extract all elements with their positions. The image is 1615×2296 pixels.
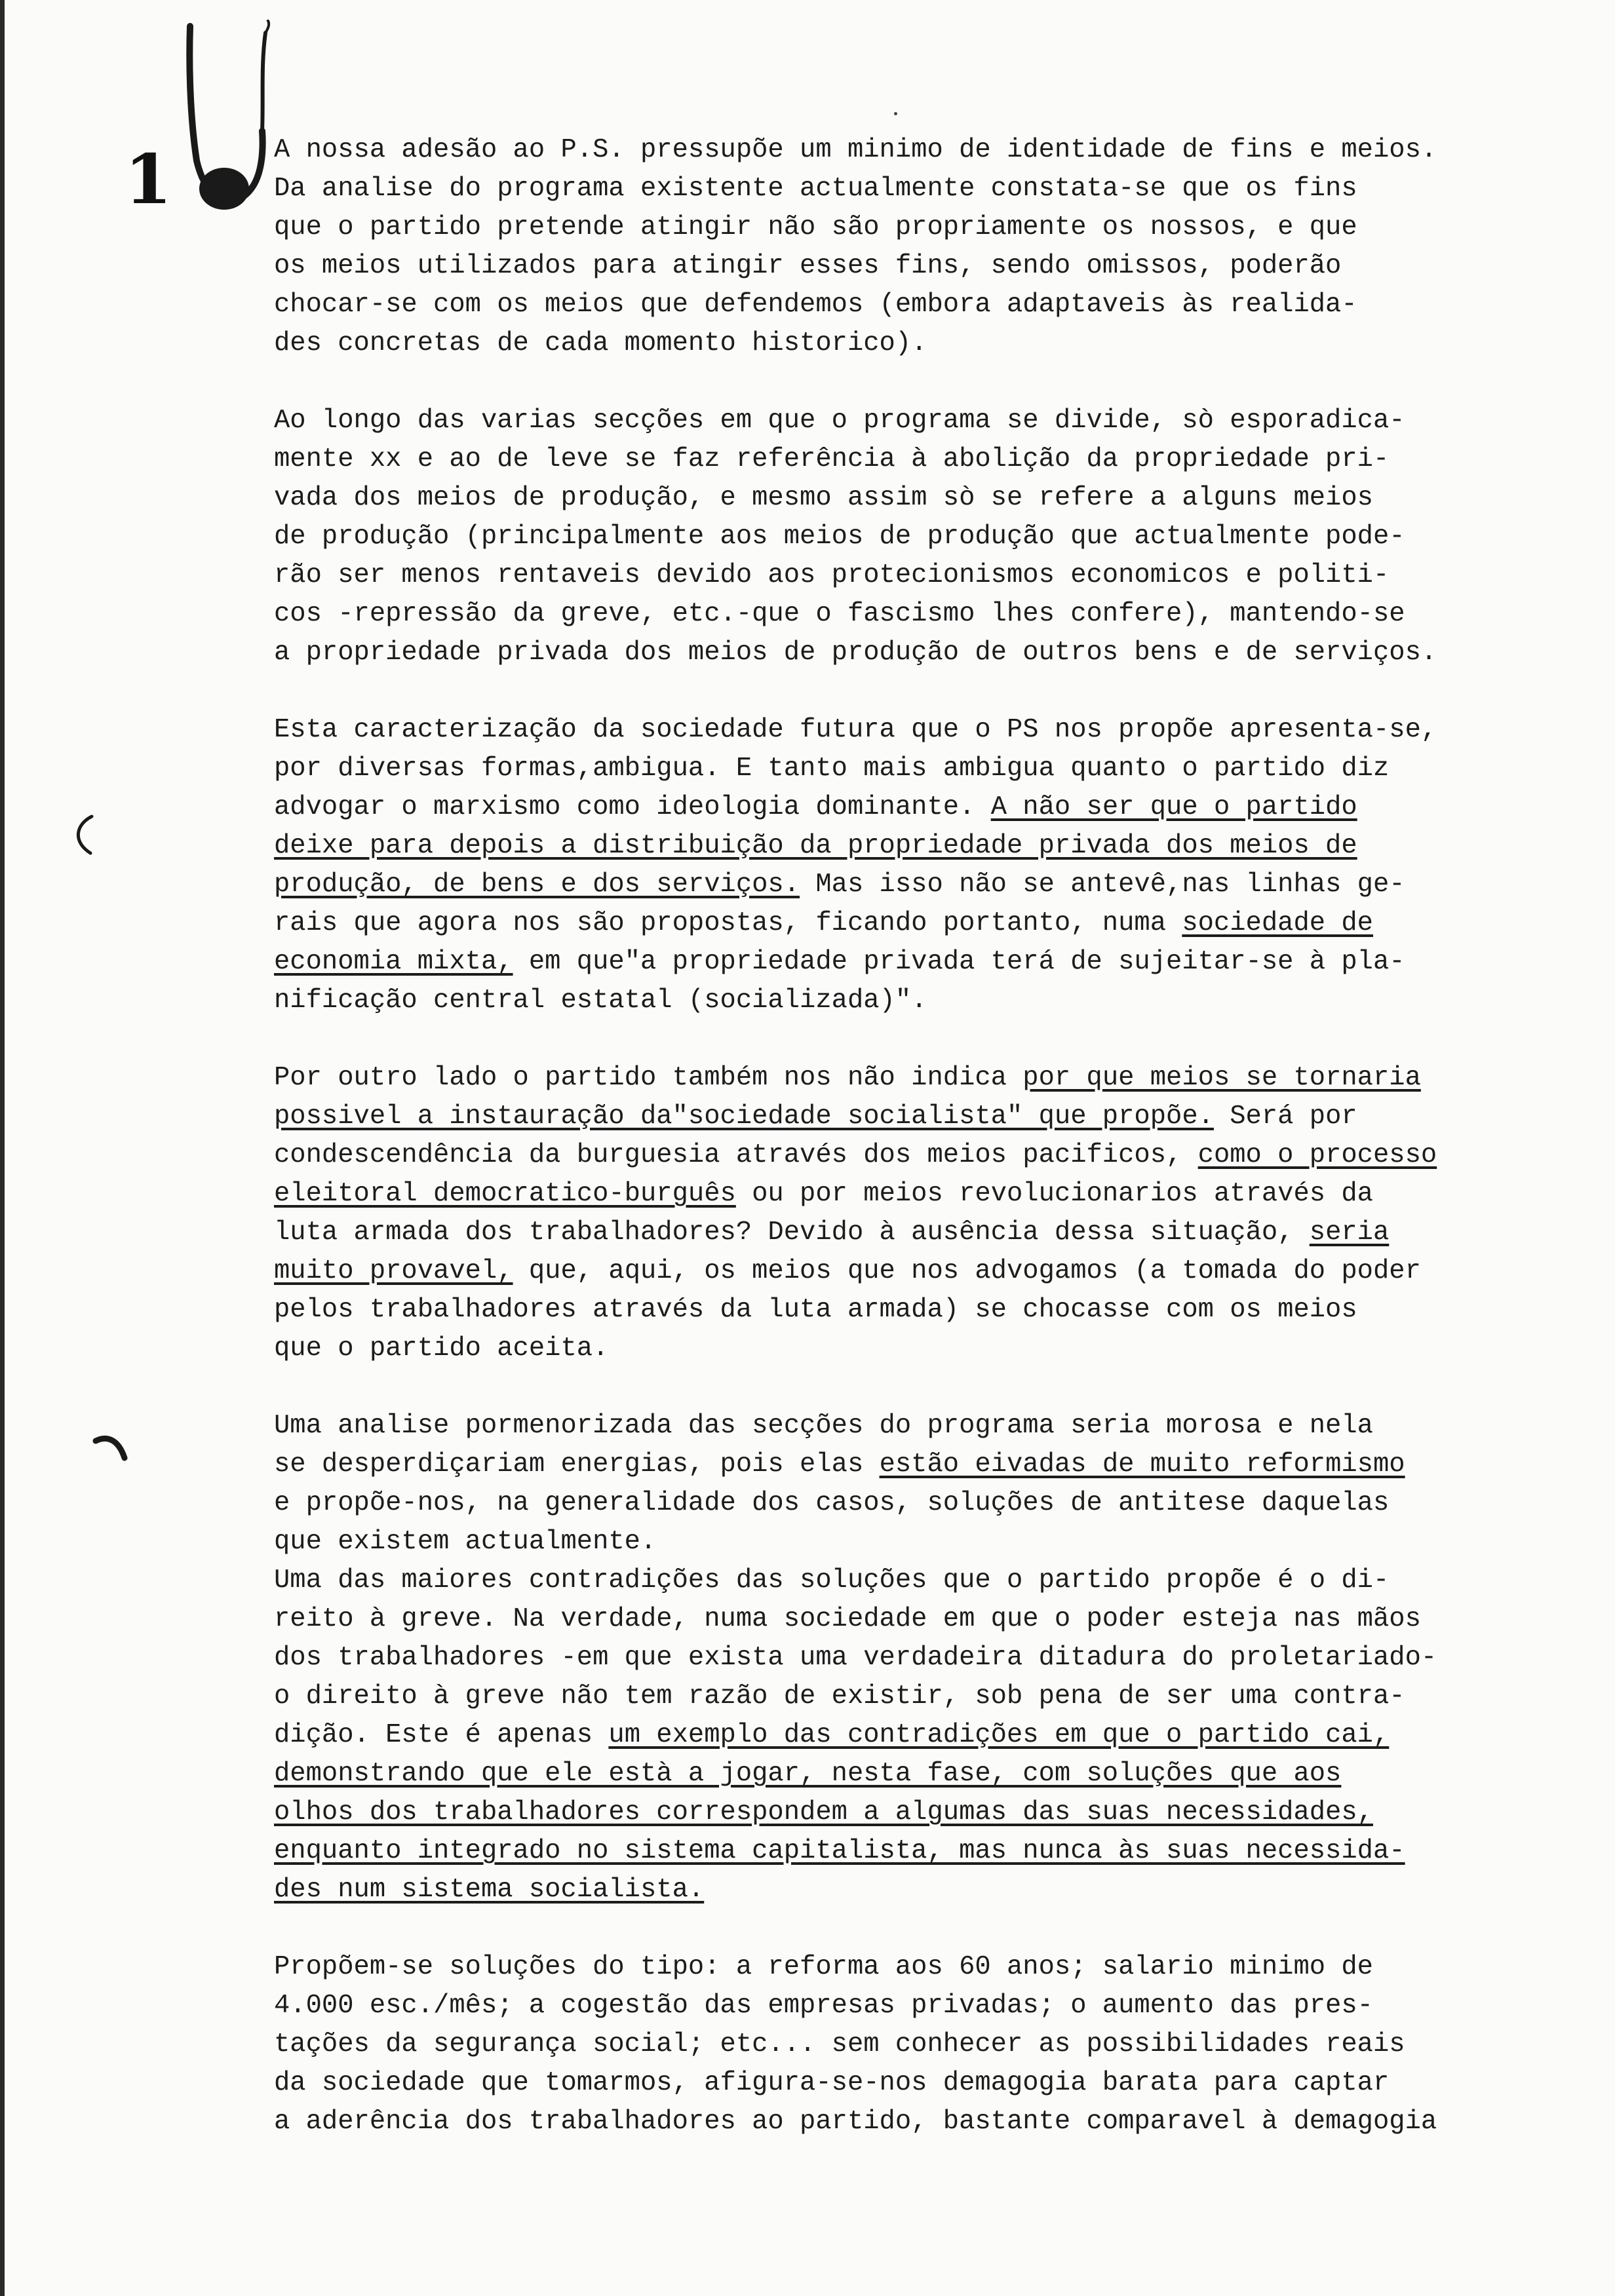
text-segment: ou por meios revolucionarios através da <box>735 1179 1373 1209</box>
underlined-text: A não ser que o partido <box>990 792 1357 822</box>
text-segment: luta armada dos trabalhadores? Devido à ausência dessa situação, <box>274 1217 1310 1248</box>
text-line <box>274 1214 1559 1252</box>
underlined-text: seria <box>1309 1217 1390 1248</box>
scan-speck <box>894 112 897 115</box>
text-line: rão ser menos rentaveis devido aos protecionismos economicos e politi- <box>274 560 1390 590</box>
text-line: a propriedade privada dos meios de produção de outros bens e de serviços. <box>274 638 1437 668</box>
underlined-text: possivel a instauração da"sociedade socialista" que propõe. <box>274 1101 1214 1132</box>
text-segment: Por outro lado o partido também nos não indica <box>274 1063 1023 1093</box>
underlined-line: demonstrando que ele està a jogar, nesta fase, com soluções que aos <box>274 1759 1342 1789</box>
text-segment: condescendência da burguesia através dos meios pacificos, <box>274 1140 1198 1170</box>
text-line: o direito à greve não tem razão de existir, sob pena de ser uma contra- <box>274 1681 1405 1712</box>
text-line: A nossa adesão ao P.S. pressupõe um minimo de identidade de fins e meios. <box>274 135 1437 165</box>
text-line <box>274 904 1559 943</box>
text-line: por diversas formas,ambigua. E tanto mais ambigua quanto o partido diz <box>274 754 1390 784</box>
underlined-text: estão eivadas de muito reformismo <box>879 1449 1405 1480</box>
text-line: os meios utilizados para atingir esses fins, sendo omissos, poderão <box>274 251 1342 281</box>
underlined-text: economia mixta, <box>274 947 513 977</box>
text-line <box>274 1716 1559 1755</box>
text-line: tações da segurança social; etc... sem conhecer as possibilidades reais <box>274 2029 1405 2059</box>
page-number: 1 <box>125 139 172 220</box>
text-line: cos -repressão da greve, etc.-que o fascismo lhes confere), mantendo-se <box>274 599 1405 629</box>
text-line <box>274 1136 1559 1175</box>
text-line: Propõem-se soluções do tipo: a reforma aos 60 anos; salario minimo de <box>274 1952 1373 1982</box>
underlined-text: como o processo <box>1197 1140 1437 1170</box>
text-line: de produção (principalmente aos meios de produção que actualmente pode- <box>274 522 1405 552</box>
text-line: Ao longo das varias secções em que o programa se divide, sò esporadica- <box>274 406 1405 436</box>
text-segment: Mas isso não se antevê,nas linhas ge- <box>800 870 1405 900</box>
text-segment: dição. Este é apenas <box>274 1720 609 1750</box>
text-line <box>274 1175 1559 1214</box>
text-line: que o partido pretende atingir não são propriamente os nossos, e que <box>274 212 1357 242</box>
text-line: dos trabalhadores -em que exista uma verdadeira ditadura do proletariado- <box>274 1643 1437 1673</box>
underlined-line: olhos dos trabalhadores correspondem a algumas das suas necessidades, <box>274 1797 1373 1827</box>
text-line: des concretas de cada momento historico). <box>274 328 927 358</box>
underlined-text: eleitoral democratico-burguês <box>274 1179 736 1209</box>
underlined-text: produção, de bens e dos serviços. <box>274 870 800 900</box>
text-line: da sociedade que tomarmos, afigura-se-nos demagogia barata para captar <box>274 2068 1390 2098</box>
text-line: Uma das maiores contradições das soluções que o partido propõe é o di- <box>274 1565 1390 1596</box>
text-segment: se desperdiçariam energias, pois elas <box>274 1449 880 1480</box>
underlined-text: sociedade de <box>1182 908 1373 938</box>
text-line: chocar-se com os meios que defendemos (embora adaptaveis às realida- <box>274 290 1357 320</box>
text-line: Da analise do programa existente actualmente constata-se que os fins <box>274 174 1357 204</box>
underlined-line: des num sistema socialista. <box>274 1875 705 1905</box>
text-line <box>274 866 1559 904</box>
text-segment: Será por <box>1213 1101 1357 1132</box>
text-line: pelos trabalhadores através da luta armada) se chocasse com os meios <box>274 1295 1357 1325</box>
underlined-line: deixe para depois a distribuição da propriedade privada dos meios de <box>274 831 1357 861</box>
text-line <box>274 1059 1559 1098</box>
text-line: Uma analise pormenorizada das secções do programa seria morosa e nela <box>274 1411 1373 1441</box>
underlined-text: muito provavel, <box>274 1256 513 1286</box>
text-line: a aderência dos trabalhadores ao partido, bastante comparavel à demagogia <box>274 2107 1437 2137</box>
text-line: mente xx e ao de leve se faz referência à abolição da propriedade pri- <box>274 444 1390 474</box>
text-line <box>274 1252 1559 1291</box>
document-body <box>274 131 1559 2141</box>
text-line: e propõe-nos, na generalidade dos casos, soluções de antitese daquelas <box>274 1488 1390 1518</box>
text-line <box>274 788 1559 827</box>
text-segment: rais que agora nos são propostas, ficando portanto, numa <box>274 908 1182 938</box>
underlined-text: um exemplo das contradições em que o partido cai, <box>608 1720 1390 1750</box>
text-line <box>274 1098 1559 1136</box>
text-line: reito à greve. Na verdade, numa sociedade em que o poder esteja nas mãos <box>274 1604 1421 1634</box>
underlined-text: por que meios se tornaria <box>1022 1063 1421 1093</box>
text-line: vada dos meios de produção, e mesmo assim sò se refere a alguns meios <box>274 483 1373 513</box>
text-segment: advogar o marxismo como ideologia dominante. <box>274 792 991 822</box>
margin-bracket-mark <box>67 813 100 858</box>
text-line <box>274 943 1559 982</box>
text-segment: que, aqui, os meios que nos advogamos (a tomada do poder <box>513 1256 1421 1286</box>
handwritten-bracket-mark <box>170 20 288 229</box>
text-segment: em que"a propriedade privada terá de sujeitar-se à pla- <box>513 947 1405 977</box>
text-line <box>274 1445 1559 1484</box>
text-line: que o partido aceita. <box>274 1333 609 1364</box>
margin-tick-mark <box>92 1432 131 1464</box>
scan-border <box>0 0 5 2296</box>
text-line: nificação central estatal (socializada)". <box>274 985 927 1016</box>
text-line: 4.000 esc./mês; a cogestão das empresas privadas; o aumento das pres- <box>274 1991 1373 2021</box>
underlined-line: enquanto integrado no sistema capitalista, mas nunca às suas necessida- <box>274 1836 1405 1866</box>
text-line: que existem actualmente. <box>274 1527 657 1557</box>
text-line: Esta caracterização da sociedade futura que o PS nos propõe apresenta-se, <box>274 715 1437 745</box>
